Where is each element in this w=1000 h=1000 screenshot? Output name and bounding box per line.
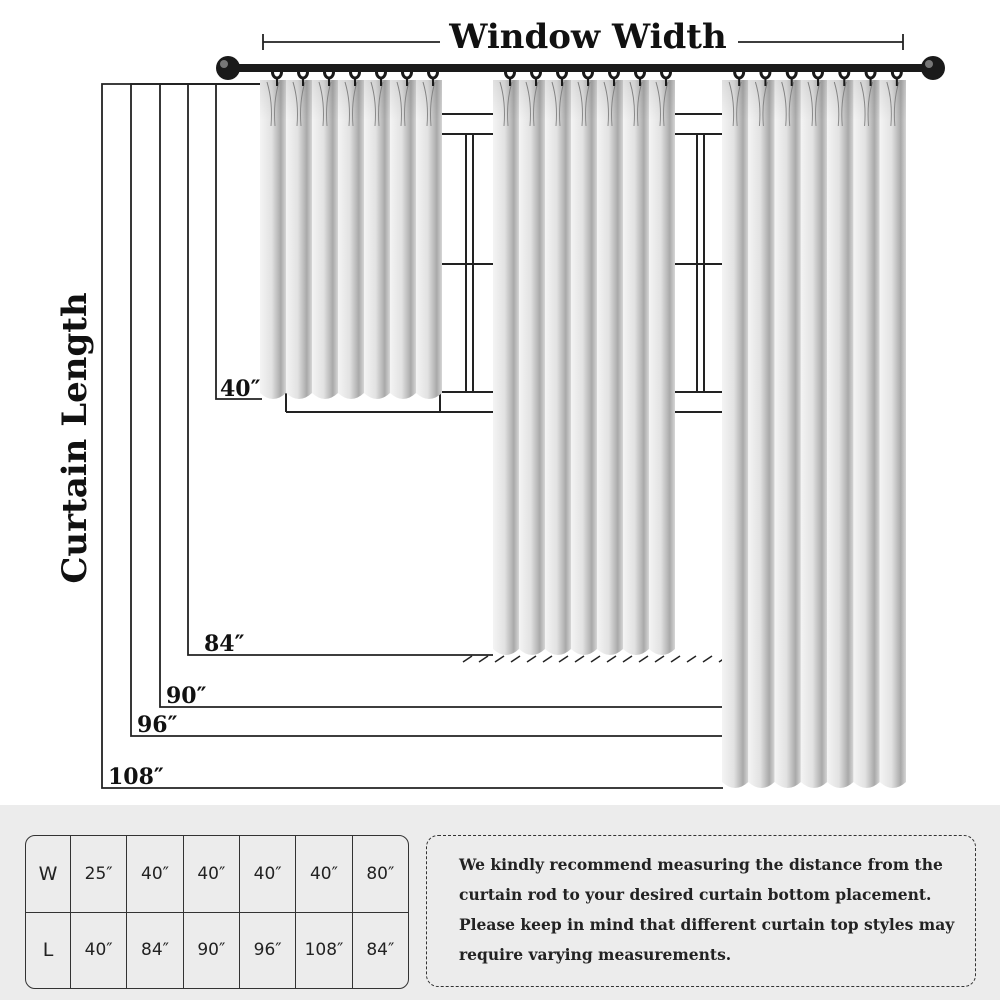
length-cell: 40″ [70, 912, 126, 988]
side-label: Curtain Length [55, 292, 95, 584]
length-label-84: 84″ [204, 631, 245, 657]
length-label-40: 40″ [220, 376, 261, 402]
measurement-note [426, 835, 976, 987]
length-cell: 90″ [183, 912, 239, 988]
note-line: Please keep in mind that different curtain top styles may [459, 915, 955, 934]
size-table [25, 835, 409, 989]
rod-finial-left [216, 56, 240, 80]
length-row [26, 912, 408, 988]
note-line: curtain rod to your desired curtain bottom placement. [459, 885, 932, 904]
length-label-108: 108″ [108, 764, 164, 790]
rod-finial-right [921, 56, 945, 80]
row-header-w: W [38, 863, 58, 885]
length-cell: 84″ [352, 912, 408, 988]
floor-hatch [463, 656, 728, 662]
info-panel [0, 805, 1000, 1000]
note-line: We kindly recommend measuring the distance from the [459, 855, 943, 874]
length-cell: 84″ [126, 912, 182, 988]
width-row [26, 836, 408, 913]
width-cell: 80″ [352, 836, 408, 912]
length-cell: 96″ [239, 912, 295, 988]
length-label-96: 96″ [137, 712, 178, 738]
width-cell: 40″ [295, 836, 351, 912]
curtain-panels [260, 80, 906, 788]
width-cell: 25″ [70, 836, 126, 912]
length-cell: 108″ [295, 912, 351, 988]
width-cell: 40″ [126, 836, 182, 912]
row-header-l: L [42, 939, 54, 961]
width-cell: 40″ [183, 836, 239, 912]
curtain-panel-long [722, 80, 906, 788]
curtain-panel-short [260, 80, 442, 399]
width-cell: 40″ [239, 836, 295, 912]
diagram-title: Window Width [449, 17, 727, 57]
length-label-90: 90″ [166, 683, 207, 709]
curtain-panel-medium [493, 80, 675, 655]
note-line: require varying measurements. [459, 945, 732, 964]
